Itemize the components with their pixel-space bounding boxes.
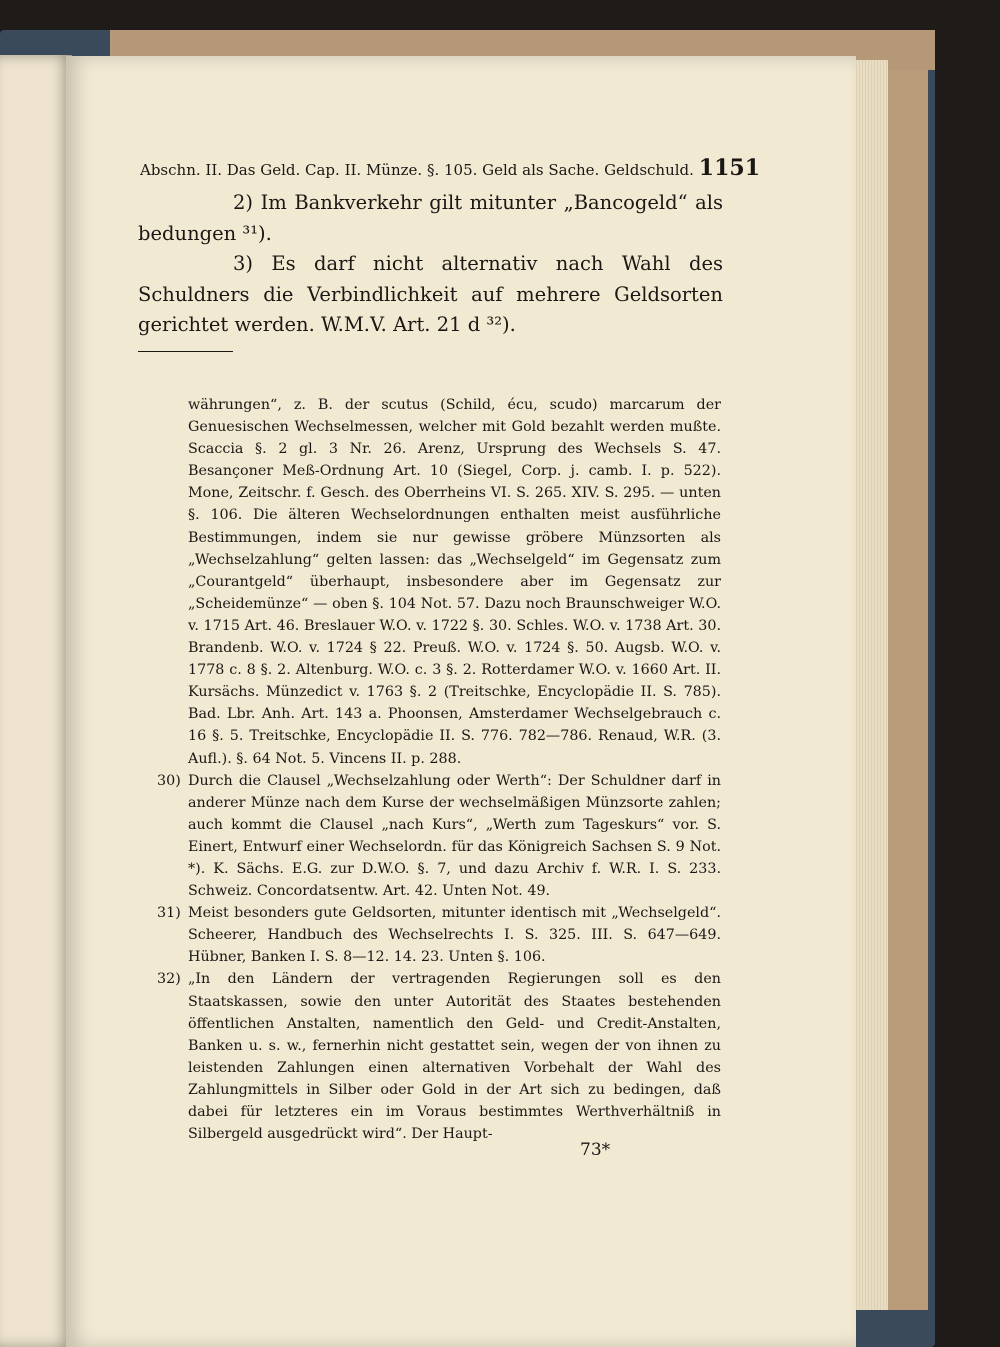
footnote-text: Meist besonders gute Geldsorten, mitunter identisch mit „Wechselgeld“. Scheerer, Handbuch des Wechselrechts I. S. 325. III. S. 647—649. Hübner, Banken I. S. 8—12. 14. 23. Unten §. 106. bbox=[188, 905, 721, 966]
footnote-number: 32) bbox=[157, 971, 181, 988]
footnote-32 bbox=[138, 968, 721, 1145]
footnote-divider bbox=[138, 351, 233, 352]
footnote-text: Durch die Clausel „Wechselzahlung oder Werth“: Der Schuldner darf in anderer Münze nach dem Kurse der wechselmäßigen Münzsorte zahlen; auch kommt die Clausel „nach Kurs“, „Werth zum Tageskurs“ vor. S. Einert, Entwurf einer Wechselordn. für das Königreich Sachsen S. 9 Not. *). K. Sächs. E.G. zur D.W.O. §. 7, und dazu Archiv f. W.R. I. S. 233. Schweiz. Concordatsentw. Art. 42. Unten Not. 49. bbox=[188, 772, 721, 900]
footnote-31 bbox=[138, 902, 721, 968]
page-number: 1151 bbox=[698, 155, 760, 181]
footnotes bbox=[138, 394, 721, 1145]
paragraph-2: 2) Im Bankverkehr gilt mitunter „Bancogeld“ als bedungen ³¹). bbox=[138, 191, 723, 245]
running-head-text: Abschn. II. Das Geld. Cap. II. Münze. §. 105. Geld als Sache. Geldschuld. bbox=[140, 161, 694, 179]
signature-mark: 73* bbox=[580, 1140, 611, 1160]
footnote-30 bbox=[138, 770, 721, 903]
page-stack-outer bbox=[888, 70, 928, 1310]
footnote-text: „In den Ländern der vertragenden Regierungen soll es den Staatskassen, sowie den unter Autorität des Staates bestehenden öffentlichen Anstalten, namentlich den Geld- und Credit-Anstalten, Banken u. s. w., fernerhin nicht gestattet sein, wegen der von ihnen zu leistenden Zahlungen einen alternativen Vorbehalt der Wahl des Zahlungmittels in Silber oder Gold in der Art sich zu bedingen, daß dabei für letzteres ein im Voraus bestimmtes Werthverhältniß in Silbergeld ausgedrückt wird“. Der Haupt- bbox=[188, 971, 721, 1143]
footnote-number: 30) bbox=[157, 772, 181, 789]
left-page-edge bbox=[0, 55, 72, 1347]
footnote-continuation: währungen“, z. B. der scutus (Schild, écu, scudo) marcarum der Genuesischen Wechselmessen, welcher mit Gold bezahlt werden mußte. Scaccia §. 2 gl. 3 Nr. 26. Arenz, Ursprung des Wechsels S. 47. Besançoner Meß-Ordnung Art. 10 (Siegel, Corp. j. camb. I. p. 522). Mone, Zeitschr. f. Gesch. des Oberrheins VI. S. 265. XIV. S. 295. — unten §. 106. Die älteren Wechselordnungen enthalten meist ausführliche Bestimmungen, indem sie nur gewisse gröbere Münzsorten als „Wechselzahlung“ gelten lassen: das „Wechselgeld“ im Gegensatz zum „Courantgeld“ überhaupt, insbesondere aber im Gegensatz zur „Scheidemünze“ — oben §. 104 Not. 57. Dazu noch Braunschweiger W.O. v. 1715 Art. 46. Breslauer W.O. v. 1722 §. 30. Schles. W.O. v. 1738 Art. 30. Brandenb. W.O. v. 1724 § 22. Preuß. W.O. v. 1724 §. 50. Augsb. W.O. v. 1778 c. 8 §. 2. Altenburg. W.O. c. 3 §. 2. Rotterdamer W.O. v. 1660 Art. II. Kursächs. Münzedict v. 1763 §. 2 (Treitschke, Encyclopädie II. S. 785). Bad. Lbr. Anh. Art. 143 a. Phoonsen, Amsterdamer Wechselgebrauch c. 16 §. 5. Treitschke, Encyclopädie II. S. 776. 782—786. Renaud, W.R. (3. Aufl.). §. 64 Not. 5. Vincens II. p. 288. bbox=[188, 397, 721, 767]
paragraph-3: 3) Es darf nicht alternativ nach Wahl des Schuldners die Verbindlichkeit auf mehrere Geldsorten gerichtet werden. W.M.V. Art. 21 d ³²). bbox=[138, 252, 723, 336]
main-text bbox=[138, 188, 723, 341]
running-header bbox=[140, 155, 760, 181]
footnote-number: 31) bbox=[157, 905, 181, 922]
